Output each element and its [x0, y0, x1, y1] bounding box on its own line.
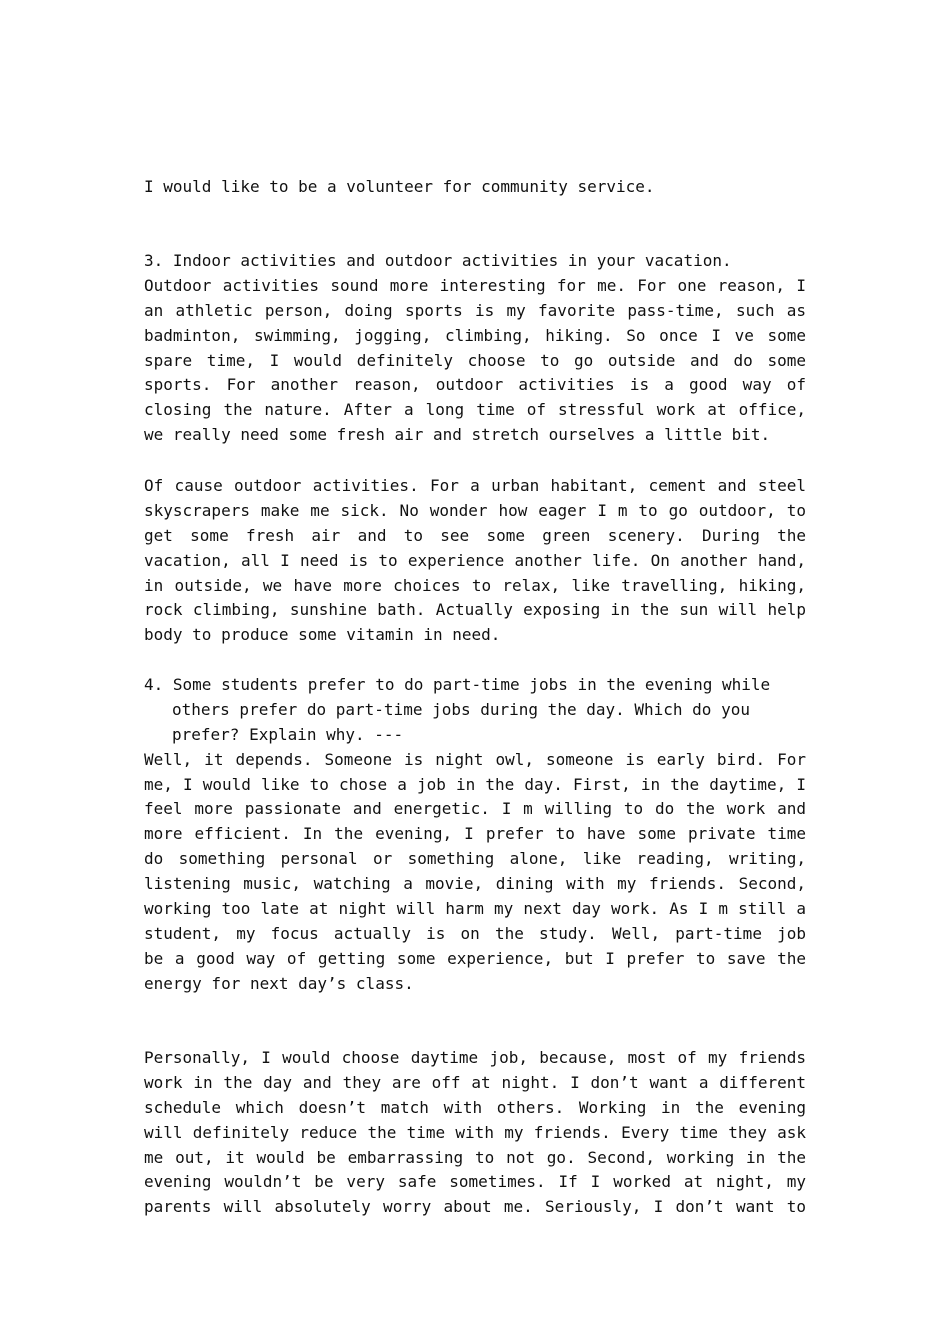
section-3 — [144, 249, 806, 448]
text-line: spare time, I would definitely choose to go outside and do some — [144, 350, 806, 370]
text-line: work in the day and they are off at night. I don’t want a different — [144, 1072, 806, 1092]
text-line: Of cause outdoor activities. For a urban habitant, cement and steel — [144, 476, 806, 495]
text-line: in outside, we have more choices to relax, like travelling, hiking, — [144, 575, 806, 595]
intro-paragraph — [144, 175, 806, 200]
text-line: do something personal or something alone, like reading, writing, — [144, 849, 806, 869]
section-4-question: prefer? Explain why. --- — [172, 724, 404, 744]
text-line: more efficient. In the evening, I prefer to have some private time — [144, 824, 806, 844]
text-line: evening wouldn’t be very safe sometimes. If I worked at night, my — [144, 1172, 806, 1192]
section-4-question: others prefer do part-time jobs during the day. Which do you — [172, 699, 750, 719]
text-line: sports. For another reason, outdoor activities is a good way of — [144, 375, 806, 395]
text-line: badminton, swimming, jogging, climbing, hiking. So once I ve some — [144, 325, 806, 345]
text-line: skyscrapers make me sick. No wonder how eager I m to go outdoor, to — [144, 500, 806, 520]
text-line: listening music, watching a movie, dining with my friends. Second, — [144, 874, 806, 894]
text-line: feel more passionate and energetic. I m willing to do the work and — [144, 799, 806, 819]
text-line: me, I would like to chose a job in the day. First, in the daytime, I — [144, 774, 806, 794]
text-line: working too late at night will harm my next day work. As I m still a — [144, 899, 806, 919]
text-line: rock climbing, sunshine bath. Actually exposing in the sun will help — [144, 600, 806, 620]
text-line: body to produce some vitamin in need. — [144, 625, 501, 645]
text-line: me out, it would be embarrassing to not go. Second, working in the — [144, 1147, 806, 1167]
text-line: Well, it depends. Someone is night owl, someone is early bird. For — [144, 749, 806, 769]
section-3-heading: 3. Indoor activities and outdoor activities in your vacation. — [144, 251, 732, 270]
text-line: student, my focus actually is on the study. Well, part-time job — [144, 923, 806, 943]
text-line: closing the nature. After a long time of stressful work at office, — [144, 400, 806, 420]
text-line: I would like to be a volunteer for community service. — [144, 177, 655, 196]
section-3-paragraph-2 — [144, 474, 806, 648]
text-line: Outdoor activities sound more interesting for me. For one reason, I — [144, 275, 806, 295]
text-line: vacation, all I need is to experience another life. On another hand, — [144, 550, 806, 570]
text-line: parents will absolutely worry about me. Seriously, I don’t want to — [144, 1197, 806, 1217]
text-line: will definitely reduce the time with my friends. Every time they ask — [144, 1122, 806, 1142]
text-line: Personally, I would choose daytime job, because, most of my friends — [144, 1048, 806, 1067]
text-line: get some fresh air and to see some green scenery. During the — [144, 525, 806, 545]
text-line: we really need some fresh air and stretch ourselves a little bit. — [144, 425, 771, 445]
section-4-question: 4. Some students prefer to do part-time jobs in the evening while — [144, 675, 771, 694]
section-4 — [144, 673, 806, 997]
text-line: be a good way of getting some experience, but I prefer to save the — [144, 948, 806, 968]
text-line: schedule which doesn’t match with others. Working in the evening — [144, 1097, 806, 1117]
section-4-paragraph-2 — [144, 1046, 806, 1220]
text-line: an athletic person, doing sports is my favorite pass-time, such as — [144, 300, 806, 320]
text-line: energy for next day’s class. — [144, 973, 414, 993]
